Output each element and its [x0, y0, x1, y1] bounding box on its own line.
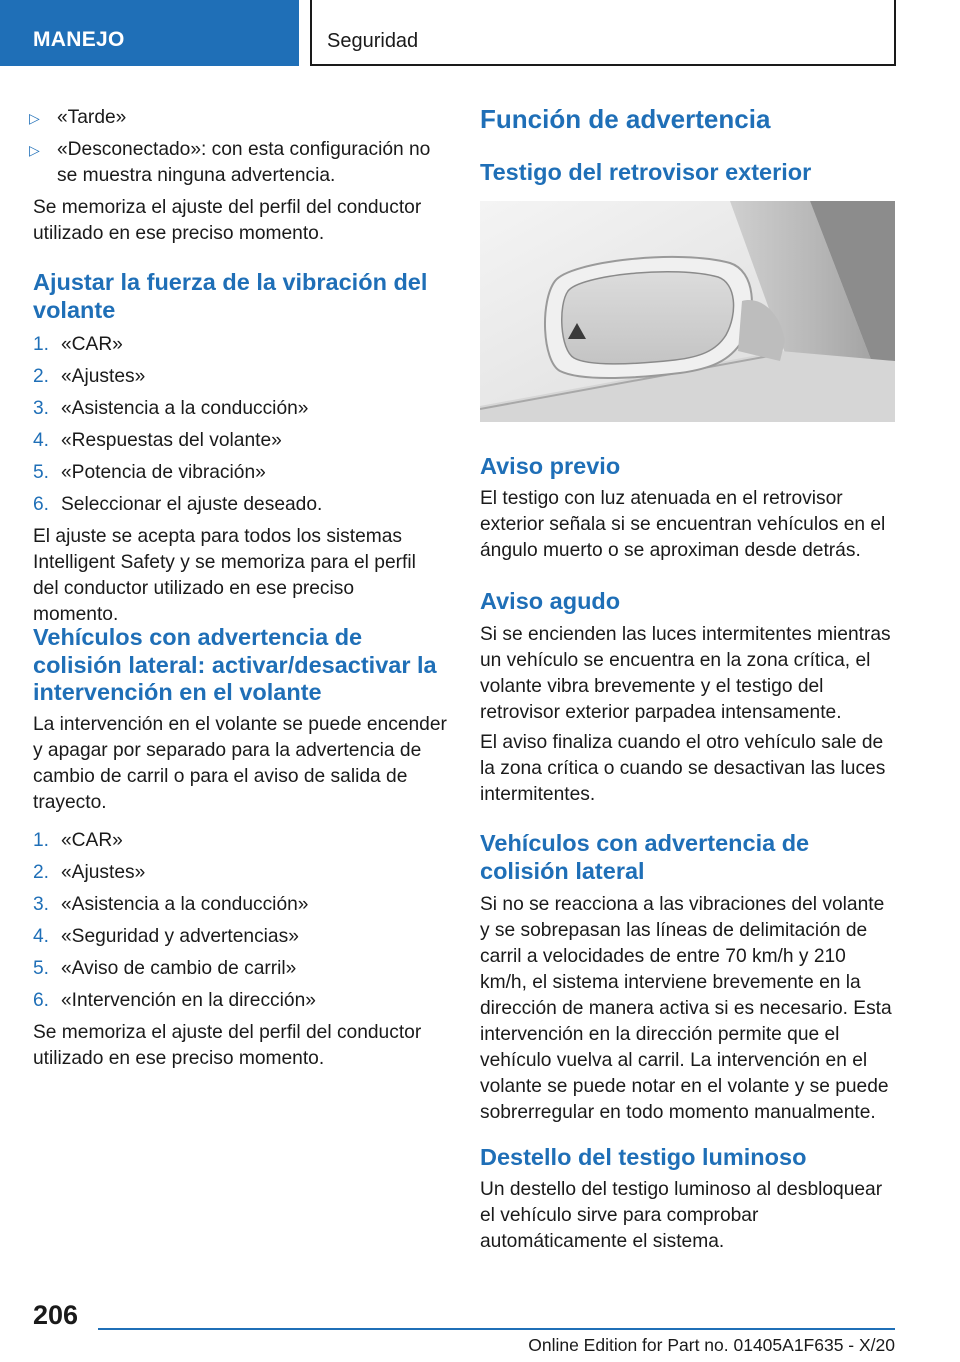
- section-heading: Vehículos con advertencia de colisión lateral: activar/desactivar la intervención en el volante: [33, 624, 437, 705]
- section-heading: Aviso previo: [480, 453, 621, 479]
- paragraph: La intervención en el volante se puede encender y apagar por separado para la advertencia de cambio de carril o para el aviso de salida de trayecto.: [33, 714, 447, 813]
- chapter-title: Seguridad: [327, 30, 419, 52]
- section-heading: Destello del testigo luminoso: [480, 1144, 807, 1170]
- section-heading: Ajustar la fuerza de la vibración del volante: [33, 269, 428, 323]
- section-title: MANEJO: [33, 28, 125, 51]
- section-heading: Aviso agudo: [480, 588, 621, 614]
- section-heading: Testigo del retrovisor exterior: [480, 159, 812, 185]
- paragraph: Si se encienden las luces intermitentes mientras un vehículo se encuentra en la zona crítica, el volante vibra brevemente y el testigo del retrovisor exterior parpadea intensamente.: [480, 624, 891, 723]
- section-heading: Vehículos con advertencia de colisión lateral: [480, 830, 810, 884]
- mirror-illustration: [480, 201, 895, 422]
- paragraph: Un destello del testigo luminoso al desbloquear el vehículo sirve para comprobar automáticamente el sistema.: [480, 1179, 883, 1252]
- section-tab: [0, 0, 299, 66]
- edition-text: Online Edition for Part no. 01405A1F635 - X/20: [528, 1335, 895, 1355]
- paragraph: Se memoriza el ajuste del perfil del conductor utilizado en ese preciso momento.: [33, 197, 422, 244]
- chapter-box: [310, 0, 896, 66]
- paragraph: Se memoriza el ajuste del perfil del conductor utilizado en ese preciso momento.: [33, 1022, 422, 1069]
- footer-divider: [98, 1328, 895, 1330]
- paragraph: Si no se reacciona a las vibraciones del volante y se sobrepasan las líneas de delimitación de carril a velocidades de entre 70 km/h y 210 km/h, el sistema interviene brevemente en la dirección de manera activa si es necesario. Esta intervención en la dirección permite que el vehículo vuelva al carril. La intervención en el volante se puede notar en el volante y se puede sobrerregular en todo momento manualmente.: [480, 894, 892, 1123]
- paragraph: El testigo con luz atenuada en el retrovisor exterior señala si se encuentran vehículos en el ángulo muerto o se aproximan desde detrás.: [480, 488, 886, 561]
- triangle-bullet-icon: ▷: [29, 110, 40, 126]
- page-number: 206: [33, 1300, 79, 1330]
- paragraph: El ajuste se acepta para todos los sistemas Intelligent Safety y se memoriza para el perfil del conductor utilizado en ese preciso momento.: [33, 526, 416, 625]
- paragraph: El aviso finaliza cuando el otro vehículo sale de la zona crítica o cuando se desactivan las luces intermitentes.: [480, 732, 886, 805]
- triangle-bullet-icon: ▷: [29, 142, 40, 158]
- page-title: Función de advertencia: [480, 104, 771, 134]
